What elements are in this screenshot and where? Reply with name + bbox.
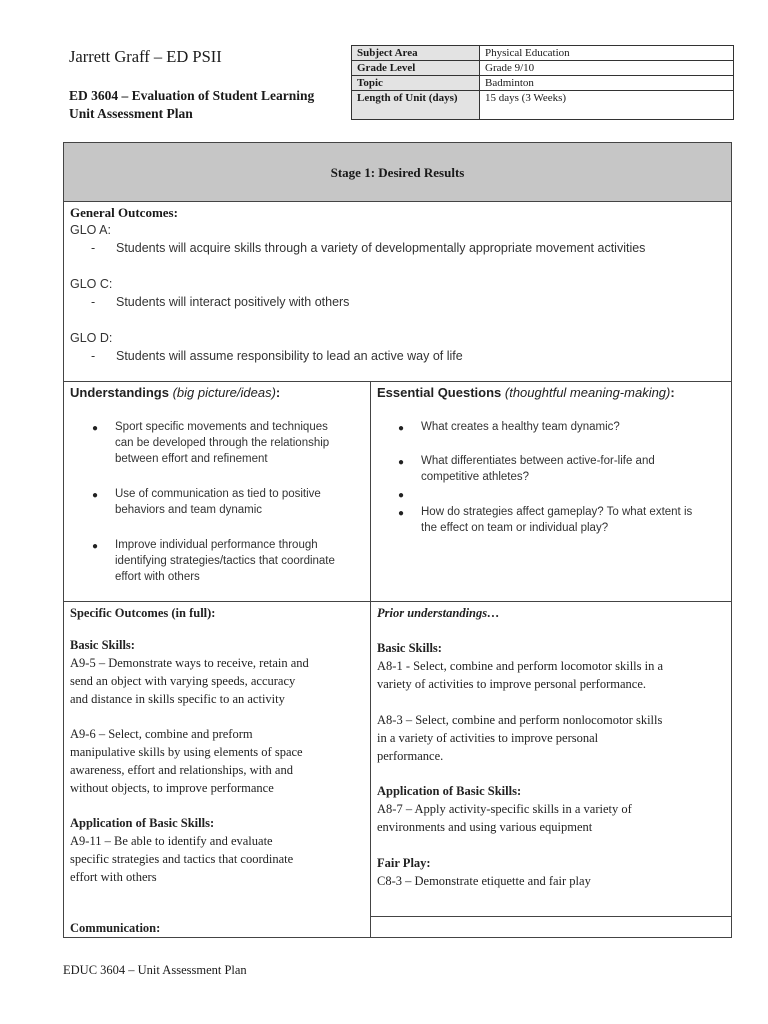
dash-bullet: - — [91, 349, 96, 363]
general-outcomes-section — [64, 202, 731, 382]
table-row — [352, 46, 734, 61]
glo-text: Students will acquire skills through a variety of developmentally appropriate movement activities — [116, 241, 646, 255]
list-item-line: identifying strategies/tactics that coordinate — [115, 555, 335, 567]
course-title-line2: Unit Assessment Plan — [69, 106, 193, 121]
bullet-icon: ● — [92, 490, 99, 501]
bullet-icon: ● — [398, 423, 405, 434]
table-row — [352, 61, 734, 76]
meta-label: Topic — [352, 76, 480, 91]
list-item-line: behaviors and team dynamic — [115, 504, 263, 516]
bullet-icon: ● — [398, 457, 405, 468]
outcome-line: specific strategies and tactics that coordinate — [70, 852, 294, 866]
outcome-line: send an object with varying speeds, accuracy — [70, 674, 296, 688]
column-divider — [370, 382, 371, 602]
desired-results-table — [63, 142, 732, 938]
glo-label: GLO C: — [70, 277, 113, 291]
list-item-line: can be developed through the relationship — [115, 437, 330, 449]
understandings-heading-italic: (big picture/ideas) — [172, 385, 276, 400]
heading-colon: : — [670, 385, 675, 400]
prior-line: environments and using various equipment — [377, 820, 593, 834]
understandings-heading-text: Understandings — [70, 385, 169, 400]
table-row — [352, 76, 734, 91]
meta-label: Grade Level — [352, 61, 480, 76]
course-title — [69, 87, 314, 123]
outcome-line: awareness, effort and relationships, with and — [70, 763, 293, 777]
stage-title: Stage 1: Desired Results — [64, 143, 731, 202]
outcome-line: manipulative skills by using elements of space — [70, 745, 303, 759]
prior-line: A8-1 - Select, combine and perform locomotor skills in a — [377, 659, 664, 673]
table-row — [352, 91, 734, 120]
list-item-line: between effort and refinement — [115, 453, 268, 465]
bullet-icon: ● — [398, 490, 405, 501]
list-item-line: the effect on team or individual play? — [421, 522, 609, 534]
understandings-questions-section — [64, 382, 731, 602]
column-divider — [370, 602, 371, 937]
outcome-line: without objects, to improve performance — [70, 781, 274, 795]
prior-line: in a variety of activities to improve personal — [377, 731, 599, 745]
course-title-line1: ED 3604 – Evaluation of Student Learning — [69, 88, 315, 103]
basic-skills-heading: Basic Skills: — [70, 638, 135, 652]
heading-colon: : — [275, 385, 281, 400]
list-item-line: effort with others — [115, 571, 200, 583]
essential-questions-heading-text: Essential Questions — [377, 385, 502, 400]
understandings-heading — [70, 385, 280, 400]
meta-value: Badminton — [480, 76, 734, 91]
prior-line: C8-3 – Demonstrate etiquette and fair play — [377, 874, 591, 888]
prior-line: A8-3 – Select, combine and perform nonlocomotor skills — [377, 713, 663, 727]
outcomes-section — [64, 602, 731, 937]
list-item-line: Sport specific movements and techniques — [115, 421, 328, 433]
bullet-icon: ● — [92, 423, 99, 434]
unit-info-table — [351, 45, 734, 120]
dash-bullet: - — [91, 241, 96, 255]
prior-application-heading: Application of Basic Skills: — [377, 784, 522, 798]
meta-value: 15 days (3 Weeks) — [480, 91, 734, 120]
essential-questions-heading-italic: (thoughtful meaning-making) — [504, 385, 671, 400]
list-item-line: competitive athletes? — [421, 471, 530, 483]
list-item-line: What differentiates between active-for-life and — [421, 455, 655, 467]
list-item — [421, 504, 692, 536]
meta-value: Physical Education — [480, 46, 734, 61]
page-footer: EDUC 3604 – Unit Assessment Plan — [63, 963, 247, 977]
list-item-line: Improve individual performance through — [115, 539, 318, 551]
specific-outcomes-heading: Specific Outcomes (in full): — [70, 606, 216, 620]
list-item-line: What creates a healthy team dynamic? — [421, 421, 620, 433]
list-item — [115, 537, 335, 585]
outcome-line: and distance in skills specific to an activity — [70, 692, 285, 706]
list-item-line: How do strategies affect gameplay? To what extent is — [421, 506, 693, 518]
list-item — [115, 486, 321, 518]
prior-line: performance. — [377, 749, 444, 763]
meta-label: Length of Unit (days) — [352, 91, 480, 120]
outcome-line: effort with others — [70, 870, 157, 884]
list-item-line: Use of communication as tied to positive — [115, 488, 321, 500]
row-divider — [370, 916, 731, 917]
bullet-icon: ● — [92, 541, 99, 552]
outcome-line: A9-11 – Be able to identify and evaluate — [70, 834, 273, 848]
outcome-line: A9-5 – Demonstrate ways to receive, retain and — [70, 656, 309, 670]
dash-bullet: - — [91, 295, 96, 309]
glo-label: GLO D: — [70, 331, 113, 345]
list-item — [115, 419, 329, 467]
bullet-icon: ● — [398, 508, 405, 519]
list-item — [421, 453, 655, 485]
meta-label: Subject Area — [352, 46, 480, 61]
prior-line: A8-7 – Apply activity-specific skills in a variety of — [377, 802, 632, 816]
prior-line: variety of activities to improve personal performance. — [377, 677, 646, 691]
glo-text: Students will assume responsibility to lead an active way of life — [116, 349, 463, 363]
communication-heading: Communication: — [70, 921, 161, 935]
prior-understandings-heading: Prior understandings… — [377, 606, 500, 620]
glo-text: Students will interact positively with others — [116, 295, 350, 309]
outcome-line: A9-6 – Select, combine and preform — [70, 727, 253, 741]
list-item — [421, 419, 620, 435]
fair-play-heading: Fair Play: — [377, 856, 431, 870]
prior-basic-skills-heading: Basic Skills: — [377, 641, 442, 655]
application-heading: Application of Basic Skills: — [70, 816, 215, 830]
general-outcomes-heading: General Outcomes: — [70, 205, 178, 220]
essential-questions-heading — [377, 385, 675, 400]
author-line: Jarrett Graff – ED PSII — [69, 47, 222, 66]
meta-value: Grade 9/10 — [480, 61, 734, 76]
glo-label: GLO A: — [70, 223, 111, 237]
